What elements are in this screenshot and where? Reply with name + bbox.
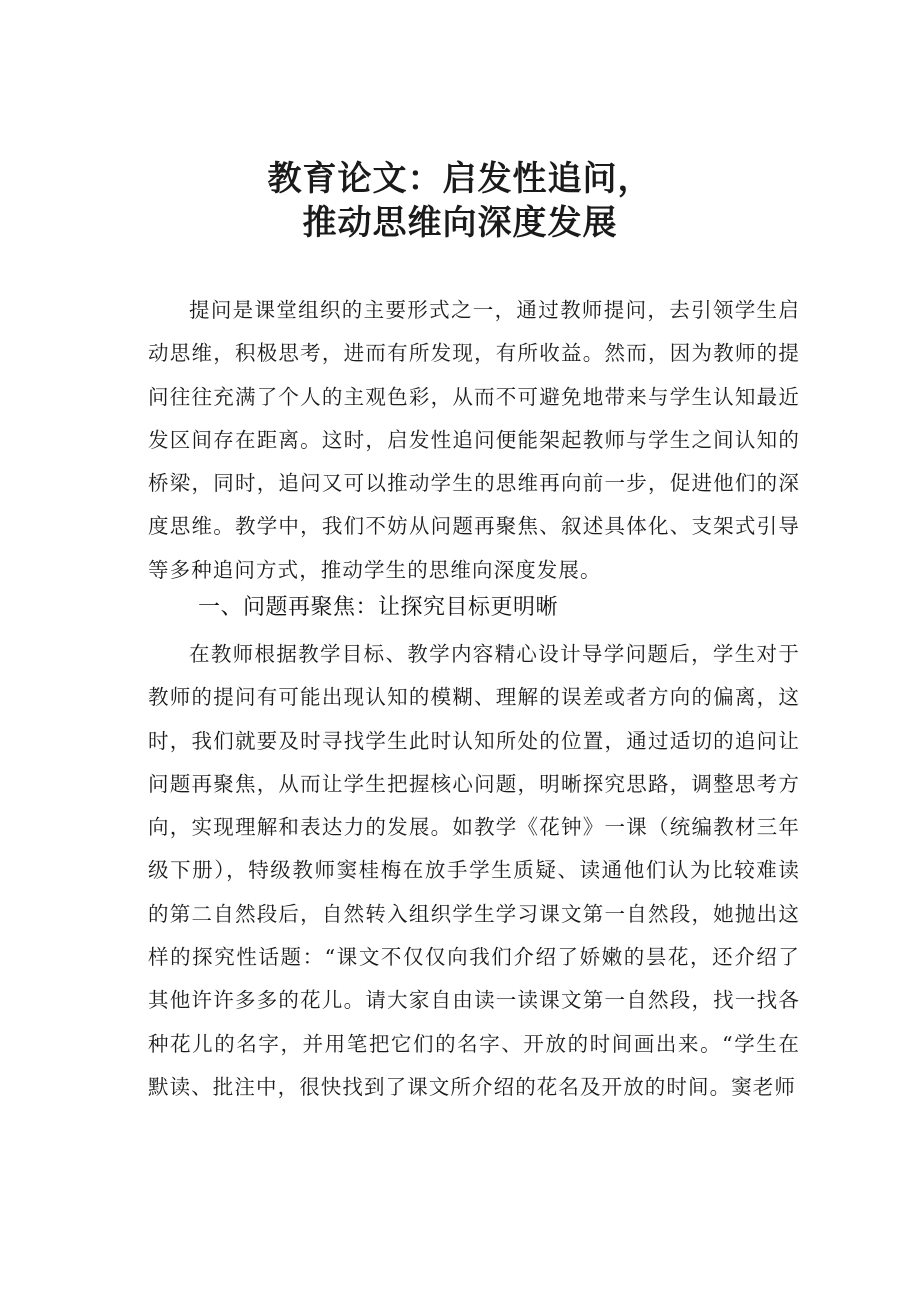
- section-paragraph: 在教师根据教学目标、教学内容精心设计导学问题后，学生对于教师的提问有可能出现认知的模糊、理解的误差或者方向的偏离，这时，我们就要及时寻找学生此时认知所处的位置，通过适切的追问让问题再聚焦，从而让学生把握核心问题，明晰探究思路，调整思考方向，实现理解和表达力的发展。如教学《花钟》一课（统编教材三年级下册），特级教师窦桂梅在放手学生质疑、读通他们认为比较难读的第二自然段后，自然转入组织学生学习课文第一自然段，她抛出这样的探究性话题：“课文不仅仅向我们介绍了娇嫩的昙花，还介绍了其他许许多多的花儿。请大家自由读一读课文第一自然段，找一找各种花儿的名字，并用笔把它们的名字、开放的时间画出来。“学生在默读、批注中，很快找到了课文所介绍的花名及开放的时间。窦老师: [148, 642, 800, 1099]
- document-title-line-1: 教育论文：启发性追问，: [267, 159, 653, 199]
- section-heading: 一、问题再聚焦：让探究目标更明晰: [198, 595, 559, 620]
- intro-paragraph: 提问是课堂组织的主要形式之一，通过教师提问，去引领学生启动思维，积极思考，进而有所发现，有所收益。然而，因为教师的提问往往充满了个人的主观色彩，从而不可避免地带来与学生认知最近发区间存在距离。这时，启发性追问便能架起教师与学生之间认知的桥梁，同时，追问又可以推动学生的思维再向前一步，促进他们的深度思维。教学中，我们不妨从问题再聚焦、叙述具体化、支架式引导等多种追问方式，推动学生的思维向深度发展。: [148, 298, 800, 582]
- document-title-line-2: 推动思维向深度发展: [302, 203, 618, 243]
